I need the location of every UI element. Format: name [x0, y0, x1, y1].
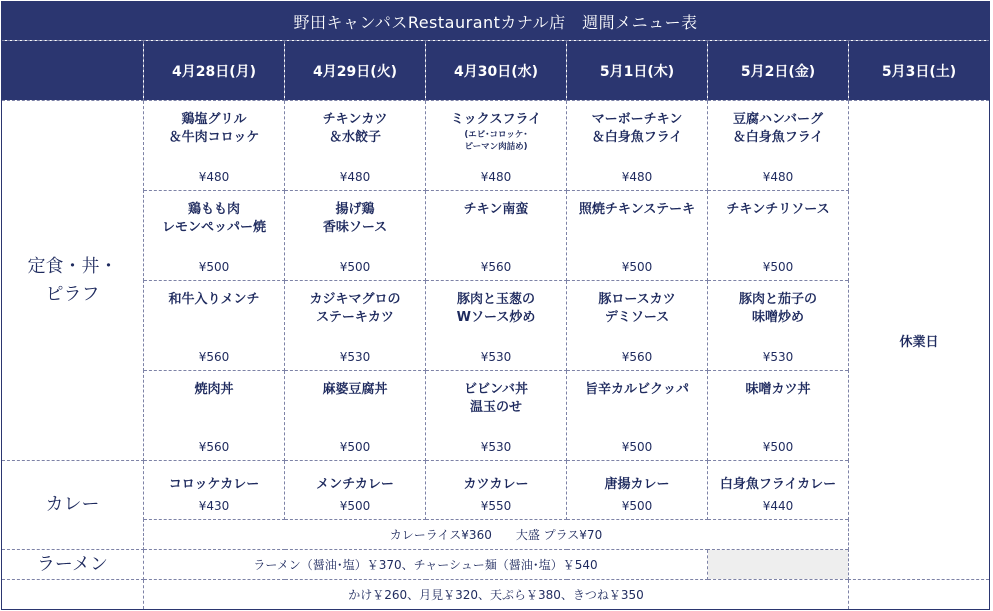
- dish-name: 唐揚カレー: [604, 477, 670, 492]
- dish-price: ¥430: [198, 499, 230, 513]
- curry-row: [2, 461, 990, 520]
- category-ramen: ラーメン: [2, 550, 144, 580]
- dish-name: 鶏塩グリル ＆牛肉コロッケ: [168, 112, 260, 145]
- dish-price: ¥530: [339, 350, 371, 364]
- menu-item: [144, 191, 285, 281]
- dish-price: ¥440: [762, 499, 794, 513]
- dish-name: 鶏もも肉 レモンペッパー焼: [161, 202, 266, 235]
- dish-subnote: (エビ･コロッケ･ ピーマン肉詰め): [464, 130, 528, 152]
- dish-price: ¥500: [621, 440, 653, 454]
- dish-price: ¥500: [339, 499, 371, 513]
- menu-item: [144, 101, 285, 191]
- menu-item: [144, 281, 285, 371]
- dish-price: ¥500: [339, 260, 371, 274]
- menu-item: [708, 101, 849, 191]
- dish-price: ¥560: [198, 350, 230, 364]
- dish-name: 豚肉と玉葱の Wソース炒め: [456, 292, 536, 325]
- dish-name: 旨辛カルビクッパ: [584, 382, 689, 397]
- menu-item: [567, 281, 708, 371]
- dish-name: コロッケカレー: [168, 477, 260, 492]
- dish-name: マーボーチキン ＆白身魚フライ: [591, 112, 683, 145]
- dish-name: メンチカレー: [316, 477, 394, 492]
- menu-item: [285, 461, 426, 520]
- dish-price: ¥560: [621, 350, 653, 364]
- dish-price: ¥530: [480, 350, 512, 364]
- menu-item: [567, 461, 708, 520]
- ramen-blank-cell: [708, 550, 849, 580]
- dish-name: 揚げ鶏 香味ソース: [322, 202, 388, 235]
- dish-price: ¥500: [198, 260, 230, 274]
- weekly-menu-table: [1, 1, 990, 610]
- menu-item: [285, 281, 426, 371]
- menu-item: [285, 191, 426, 281]
- menu-item: [285, 371, 426, 461]
- menu-item: [144, 461, 285, 520]
- category-udon-blank: [2, 580, 144, 610]
- menu-item: [144, 371, 285, 461]
- menu-item: [708, 191, 849, 281]
- dish-name: 麻婆豆腐丼: [322, 382, 388, 397]
- dish-price: ¥500: [339, 440, 371, 454]
- date-sat: 5月3日(土): [849, 41, 990, 101]
- menu-item: [567, 191, 708, 281]
- dish-name: ビビンバ丼 温玉のせ: [463, 382, 529, 415]
- menu-item: [708, 371, 849, 461]
- menu-title: 野田キャンパスRestaurantカナル店 週間メニュー表: [2, 2, 990, 41]
- teishoku-row: [2, 281, 990, 371]
- dish-name: 和牛入りメンチ: [168, 292, 260, 307]
- curry-note-row: [2, 520, 990, 550]
- menu-item: [567, 101, 708, 191]
- date-wed: 4月30日(水): [426, 41, 567, 101]
- dish-name: 豚ロースカツ デミソース: [598, 292, 676, 325]
- teishoku-row: [2, 101, 990, 191]
- dish-price: ¥480: [198, 170, 230, 184]
- dish-name: カツカレー: [463, 477, 529, 492]
- date-mon: 4月28日(月): [144, 41, 285, 101]
- menu-item: [426, 371, 567, 461]
- header-corner: [2, 41, 144, 101]
- ramen-note: ラーメン（醤油･塩）￥370、チャーシュー麺（醤油･塩）￥540: [144, 550, 708, 580]
- date-fri: 5月2日(金): [708, 41, 849, 101]
- dish-name: チキン南蛮: [463, 202, 529, 217]
- saturday-closed: 休業日: [849, 101, 990, 580]
- dish-price: ¥500: [762, 440, 794, 454]
- dish-name: 味噌カツ丼: [745, 382, 811, 397]
- dish-price: ¥480: [339, 170, 371, 184]
- date-tue: 4月29日(火): [285, 41, 426, 101]
- dish-price: ¥560: [198, 440, 230, 454]
- dish-price: ¥480: [480, 170, 512, 184]
- dish-name: 照焼チキンステーキ: [578, 202, 696, 217]
- dish-price: ¥560: [480, 260, 512, 274]
- menu-item: [708, 281, 849, 371]
- ramen-row: [2, 550, 990, 580]
- menu-item: [426, 461, 567, 520]
- dish-name: 豆腐ハンバーグ ＆白身魚フライ: [732, 112, 824, 145]
- dish-name: 焼肉丼: [194, 382, 234, 397]
- dish-price: ¥500: [621, 499, 653, 513]
- dish-name: カジキマグロの ステーキカツ: [309, 292, 401, 325]
- dish-price: ¥550: [480, 499, 512, 513]
- dish-price: ¥480: [762, 170, 794, 184]
- dish-price: ¥530: [762, 350, 794, 364]
- dish-price: ¥480: [621, 170, 653, 184]
- teishoku-row: [2, 191, 990, 281]
- dish-price: ¥500: [621, 260, 653, 274]
- menu-item: [426, 281, 567, 371]
- dish-name: 豚肉と茄子の 味噌炒め: [738, 292, 817, 325]
- menu-item: [567, 371, 708, 461]
- udon-row: [2, 580, 990, 610]
- dish-name: チキンチリソース: [726, 202, 830, 217]
- dish-name: 白身魚フライカレー: [719, 477, 837, 492]
- menu-item: [426, 101, 567, 191]
- curry-rice-note: カレーライス¥360 大盛 プラス¥70: [144, 520, 849, 550]
- udon-note: かけ￥260、月見￥320、天ぷら￥380、きつね￥350: [144, 580, 849, 610]
- dish-price: ¥530: [480, 440, 512, 454]
- category-curry: カレー: [2, 461, 144, 550]
- menu-item: [285, 101, 426, 191]
- dish-name: ミックスフライ (エビ･コロッケ･ ピーマン肉詰め): [426, 111, 566, 153]
- menu-item: [426, 191, 567, 281]
- date-header-row: [2, 41, 990, 101]
- menu-item: [708, 461, 849, 520]
- dish-price: ¥500: [762, 260, 794, 274]
- dish-name: チキンカツ ＆水餃子: [322, 112, 388, 145]
- teishoku-row: [2, 371, 990, 461]
- date-thu: 5月1日(木): [567, 41, 708, 101]
- category-teishoku: 定食・丼・ ピラフ: [2, 101, 144, 461]
